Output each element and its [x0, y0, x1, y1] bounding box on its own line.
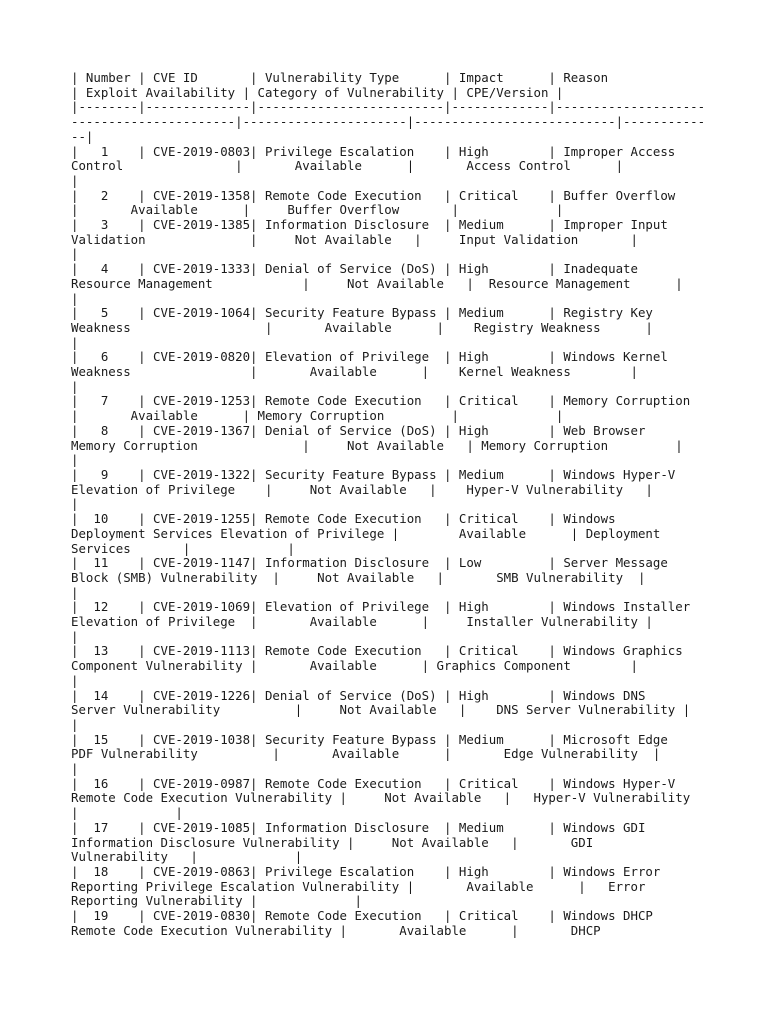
text-line: | | — [71, 805, 183, 821]
text-line: Block (SMB) Vulnerability | Not Available | SMB Vulnerability | — [71, 569, 646, 585]
text-line: | — [71, 716, 79, 732]
text-line: | Exploit Availability | Category of Vulnerability | CPE/Version | — [71, 84, 564, 100]
text-line: | 4 | CVE-2019-1333| Denial of Service (DoS) | High | Inadequate — [71, 261, 638, 277]
text-line: | 15 | CVE-2019-1038| Security Feature Bypass | Medium | Microsoft Edge — [71, 731, 668, 747]
text-line: | 12 | CVE-2019-1069| Elevation of Privilege | High | Windows Installer — [71, 599, 691, 615]
vulnerability-table-text — [71, 71, 711, 938]
text-line: | 10 | CVE-2019-1255| Remote Code Execution | Critical | Windows — [71, 511, 616, 527]
text-line: Component Vulnerability | Available | Graphics Component | — [71, 658, 638, 674]
text-line: | — [71, 334, 79, 350]
text-line: | 3 | CVE-2019-1385| Information Disclosure | Medium | Improper Input — [71, 217, 668, 233]
text-line: | 19 | CVE-2019-0830| Remote Code Execution | Critical | Windows DHCP — [71, 908, 653, 924]
text-line: | — [71, 584, 79, 600]
text-line: | 6 | CVE-2019-0820| Elevation of Privilege | High | Windows Kernel — [71, 349, 668, 365]
text-line: | Available | Buffer Overflow | | — [71, 202, 564, 218]
text-line: | — [71, 246, 79, 262]
text-line: Reporting Vulnerability | | — [71, 893, 362, 909]
text-line: | 2 | CVE-2019-1358| Remote Code Execution | Critical | Buffer Overflow — [71, 187, 676, 203]
text-line: | Number | CVE ID | Vulnerability Type | Impact | Reason — [71, 70, 609, 85]
text-line: Server Vulnerability | Not Available | DNS Server Vulnerability | — [71, 702, 691, 718]
text-line: PDF Vulnerability | Available | Edge Vulnerability | — [71, 746, 661, 762]
text-line: | — [71, 761, 79, 777]
text-line: | 14 | CVE-2019-1226| Denial of Service (DoS) | High | Windows DNS — [71, 687, 646, 703]
text-line: | 17 | CVE-2019-1085| Information Disclosure | Medium | Windows GDI — [71, 819, 646, 835]
text-line: Vulnerability | | — [71, 849, 303, 865]
text-line: | — [71, 172, 79, 188]
text-line: | 9 | CVE-2019-1322| Security Feature Bypass | Medium | Windows Hyper-V — [71, 466, 676, 482]
text-line: | — [71, 290, 79, 306]
text-line: |--------|--------------|-------------------------|-------------|------------------------------------------|----------------------|---------------------------|-------------| — [71, 99, 706, 144]
text-line: Elevation of Privilege | Available | Installer Vulnerability | — [71, 614, 653, 630]
text-line: | — [71, 378, 79, 394]
text-line: | 5 | CVE-2019-1064| Security Feature Bypass | Medium | Registry Key — [71, 305, 653, 321]
text-line: Elevation of Privilege | Not Available | Hyper-V Vulnerability | — [71, 481, 653, 497]
text-line: | — [71, 452, 79, 468]
text-line: | 1 | CVE-2019-0803| Privilege Escalation | High | Improper Access — [71, 143, 676, 159]
text-line: | 13 | CVE-2019-1113| Remote Code Execution | Critical | Windows Graphics — [71, 643, 683, 659]
text-line: Memory Corruption | Not Available | Memory Corruption | — [71, 437, 683, 453]
text-line: | Available | Memory Corruption | | — [71, 408, 564, 424]
text-line: | — [71, 496, 79, 512]
text-line: Deployment Services Elevation of Privilege | Available | Deployment — [71, 525, 661, 541]
text-line: Control | Available | Access Control | — [71, 158, 624, 174]
text-line: | 11 | CVE-2019-1147| Information Disclosure | Low | Server Message — [71, 555, 668, 571]
text-line: Services | | — [71, 540, 295, 556]
text-line: Resource Management | Not Available | Resource Management | — [71, 275, 683, 291]
text-line: | — [71, 628, 79, 644]
text-line: Remote Code Execution Vulnerability | Available | DHCP — [71, 922, 601, 938]
text-line: Validation | Not Available | Input Validation | — [71, 231, 638, 247]
text-line: | 16 | CVE-2019-0987| Remote Code Execution | Critical | Windows Hyper-V — [71, 775, 676, 791]
text-line: | 7 | CVE-2019-1253| Remote Code Execution | Critical | Memory Corruption — [71, 393, 691, 409]
text-line: Weakness | Available | Kernel Weakness | — [71, 364, 638, 380]
text-line: Weakness | Available | Registry Weakness | — [71, 319, 653, 335]
text-line: Reporting Privilege Escalation Vulnerability | Available | Error — [71, 878, 646, 894]
text-line: Remote Code Execution Vulnerability | Not Available | Hyper-V Vulnerability — [71, 790, 691, 806]
text-line: Information Disclosure Vulnerability | Not Available | GDI — [71, 834, 594, 850]
text-line: | 8 | CVE-2019-1367| Denial of Service (DoS) | High | Web Browser — [71, 422, 646, 438]
text-line: | 18 | CVE-2019-0863| Privilege Escalation | High | Windows Error — [71, 863, 661, 879]
text-line: | — [71, 672, 79, 688]
